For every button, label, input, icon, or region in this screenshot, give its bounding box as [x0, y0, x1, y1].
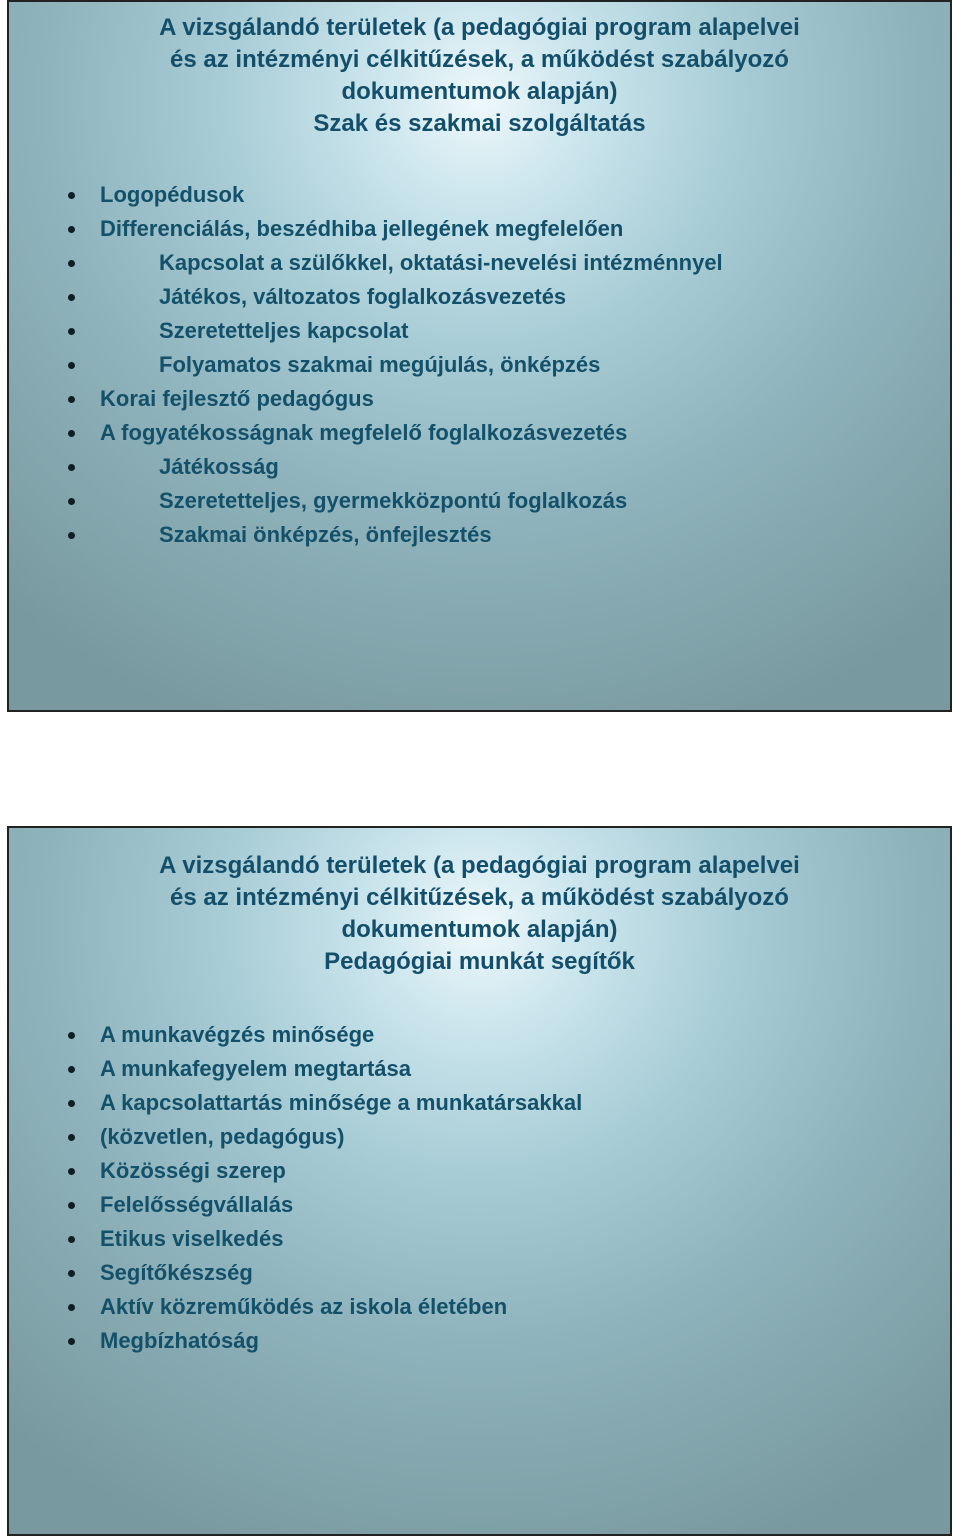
list-item-text: Folyamatos szakmai megújulás, önképzés [159, 352, 601, 377]
bullet-icon [68, 464, 75, 471]
list-item [9, 1018, 950, 1052]
title-line: és az intézményi célkitűzések, a működést szabályozó [170, 46, 789, 73]
bullet-icon [68, 1304, 75, 1311]
list-item [9, 1154, 950, 1188]
list-item [9, 1222, 950, 1256]
list-item [9, 1188, 950, 1222]
list-item-text: A munkavégzés minősége [100, 1022, 375, 1047]
bullet-icon [68, 498, 75, 505]
list-item-text: Logopédusok [100, 182, 245, 207]
bullet-icon [68, 430, 75, 437]
list-item-text: Megbízhatóság [100, 1328, 259, 1353]
bullet-icon [68, 294, 75, 301]
list-item [9, 348, 950, 382]
slide-1 [7, 0, 952, 712]
bullet-icon [68, 192, 75, 199]
list-item-text: A kapcsolattartás minősége a munkatársakkal [100, 1090, 583, 1115]
list-item [9, 1086, 950, 1120]
list-item-text: Segítőkészség [100, 1260, 253, 1285]
list-item [9, 382, 950, 416]
list-item-text: A fogyatékosságnak megfelelő foglalkozásvezetés [100, 420, 628, 445]
title-line: A vizsgálandó területek (a pedagógiai program alapelvei [159, 852, 800, 879]
list-item-text: Szakmai önképzés, önfejlesztés [159, 522, 492, 547]
list-item [9, 1290, 950, 1324]
title-line: Szak és szakmai szolgáltatás [313, 110, 646, 137]
bullet-icon [68, 1100, 75, 1107]
slide-title [9, 2, 950, 140]
bullet-icon [68, 1168, 75, 1175]
list-item-text: Játékosság [159, 454, 279, 479]
list-item [9, 450, 950, 484]
list-item-text: Korai fejlesztő pedagógus [100, 386, 374, 411]
bullet-icon [68, 532, 75, 539]
bullet-icon [68, 362, 75, 369]
bullet-icon [68, 1134, 75, 1141]
bullet-icon [68, 1066, 75, 1073]
list-item-text: A munkafegyelem megtartása [100, 1056, 411, 1081]
list-item [9, 484, 950, 518]
bullet-icon [68, 1236, 75, 1243]
list-item [9, 246, 950, 280]
title-line: dokumentumok alapján) [341, 78, 618, 105]
bullet-icon [68, 1202, 75, 1209]
list-item [9, 314, 950, 348]
list-item [9, 1052, 950, 1086]
list-item [9, 1256, 950, 1290]
bullet-icon [68, 1032, 75, 1039]
title-line: és az intézményi célkitűzések, a működést szabályozó [170, 884, 789, 911]
bullet-icon [68, 1270, 75, 1277]
list-item [9, 178, 950, 212]
bullet-icon [68, 328, 75, 335]
list-item [9, 416, 950, 450]
slide-title [9, 828, 950, 978]
title-line: dokumentumok alapján) [341, 916, 618, 943]
list-item [9, 1324, 950, 1358]
list-item-text: Kapcsolat a szülőkkel, oktatási-nevelési intézménnyel [159, 250, 723, 275]
title-line: Pedagógiai munkát segítők [324, 948, 635, 975]
bullet-list [9, 1018, 950, 1358]
bullet-list [9, 178, 950, 552]
list-item-text: Játékos, változatos foglalkozásvezetés [159, 284, 567, 309]
title-line: A vizsgálandó területek (a pedagógiai program alapelvei [159, 14, 800, 41]
bullet-icon [68, 1338, 75, 1345]
list-item-text: Felelősségvállalás [100, 1192, 294, 1217]
bullet-icon [68, 396, 75, 403]
list-item-text: Szeretetteljes kapcsolat [159, 318, 409, 343]
bullet-icon [68, 260, 75, 267]
list-item [9, 1120, 950, 1154]
list-item [9, 518, 950, 552]
list-item-text: Szeretetteljes, gyermekközpontú foglalkozás [159, 488, 628, 513]
bullet-icon [68, 226, 75, 233]
list-item-text: (közvetlen, pedagógus) [100, 1124, 345, 1149]
list-item-text: Közösségi szerep [100, 1158, 286, 1183]
list-item [9, 280, 950, 314]
list-item-text: Aktív közreműködés az iskola életében [100, 1294, 508, 1319]
list-item-text: Differenciálás, beszédhiba jellegének megfelelően [100, 216, 624, 241]
list-item [9, 212, 950, 246]
slide-2 [7, 826, 952, 1536]
list-item-text: Etikus viselkedés [100, 1226, 284, 1251]
